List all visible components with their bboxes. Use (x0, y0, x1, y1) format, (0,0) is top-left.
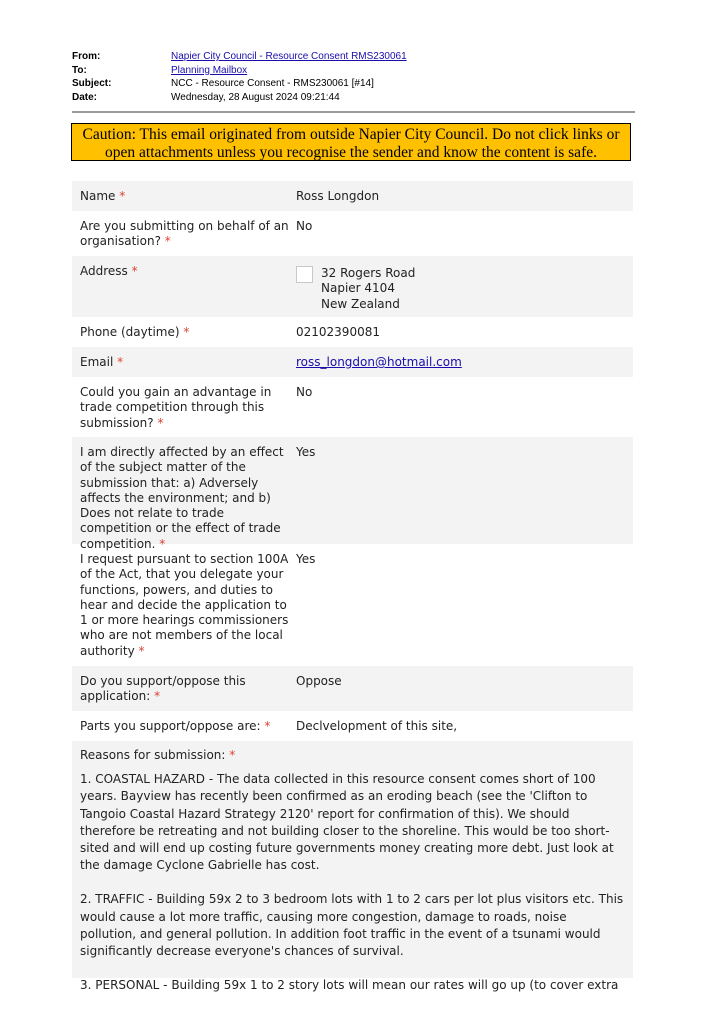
email-header (72, 50, 407, 104)
submission-form (72, 181, 633, 993)
to-row (72, 64, 407, 78)
date-label: Date: (72, 91, 98, 103)
reason-paragraph: 1. COASTAL HAZARD - The data collected in this resource consent comes short of 100 years. Bayview has recently been confirmed as an eroding beach (see the 'Clifton to Tangoio Coastal Hazard Strategy 2120' report for confirmation of this). We should therefore be retreating and not building closer to the shoreline. This would be too short-sited and will end up costing future governments money creating more debt. Just look at the damage Cyclone Gabrielle has cost. (80, 772, 614, 873)
affected-label: I am directly affected by an effect of the subject matter of the submission that: a) Adversely affects the environment; and b) Does not relate to trade competition or the effect of trade competition. * (80, 445, 284, 551)
required-mark: * (131, 264, 138, 278)
support-value: Oppose (296, 674, 342, 688)
to-label: To: (72, 64, 87, 76)
required-mark: * (264, 719, 271, 733)
phone-row (72, 317, 633, 347)
delegate-label: I request pursuant to section 100A of the Act, that you delegate your functions, powers, and duties to hear and decide the application to 1 or more hearings commissioners who are not members of the local authority * (80, 552, 289, 658)
required-mark: * (138, 643, 145, 658)
behalf-label: Are you submitting on behalf of an organisation? * (80, 219, 289, 249)
parts-row (72, 711, 633, 741)
reason-paragraph: 3. PERSONAL - Building 59x 1 to 2 story lots will mean our rates will go up (to cover extra (80, 978, 619, 993)
email-link[interactable]: ross_longdon@hotmail.com (296, 355, 462, 369)
phone-value: 02102390081 (296, 325, 380, 339)
advantage-label: Could you gain an advantage in trade competition through this submission? * (80, 385, 272, 430)
date-value: Wednesday, 28 August 2024 09:21:44 (171, 91, 340, 103)
advantage-row (72, 377, 633, 437)
affected-value: Yes (296, 445, 316, 459)
required-mark: * (229, 748, 236, 762)
affected-row (72, 437, 633, 551)
name-row (72, 181, 633, 211)
email-row (72, 347, 633, 377)
reasons-section (72, 741, 633, 993)
required-mark: * (159, 536, 166, 551)
date-row (72, 91, 407, 105)
to-link[interactable]: Planning Mailbox (171, 64, 248, 76)
delegate-row (72, 544, 633, 666)
advantage-value: No (296, 385, 313, 399)
address-label: Address * (80, 264, 138, 278)
required-mark: * (117, 355, 124, 369)
from-label: From: (72, 51, 101, 62)
phone-label: Phone (daytime) * (80, 325, 190, 339)
subject-label: Subject: (72, 78, 112, 89)
support-row (72, 666, 633, 711)
support-label: Do you support/oppose this application: * (80, 674, 246, 704)
reasons-label: Reasons for submission: * (80, 748, 236, 762)
email-label: Email * (80, 355, 124, 369)
address-line: 32 Rogers Road (321, 266, 416, 280)
address-line: New Zealand (321, 296, 400, 311)
name-label: Name * (80, 189, 126, 203)
reason-paragraph: 2. TRAFFIC - Building 59x 2 to 3 bedroom lots with 1 to 2 cars per lot plus visitors etc. This would cause a lot more traffic, causing more congestion, damage to roads, noise pollution, and general pollution. In addition foot traffic in the event of a tsunami would significantly decrease everyone's chances of survival. (80, 892, 624, 959)
required-mark: * (157, 415, 164, 430)
required-mark: * (183, 325, 190, 339)
address-row (72, 256, 633, 317)
required-mark: * (119, 189, 126, 203)
behalf-row (72, 211, 633, 256)
required-mark: * (154, 689, 161, 704)
parts-label: Parts you support/oppose are: * (80, 719, 271, 733)
address-line: Napier 4104 (321, 281, 395, 296)
behalf-value: No (296, 219, 313, 233)
delegate-value: Yes (296, 552, 316, 566)
parts-value: Declvelopment of this site, (296, 719, 458, 733)
address-checkbox[interactable] (296, 266, 313, 283)
required-mark: * (164, 234, 171, 249)
caution-banner: Caution: This email originated from outside Napier City Council. Do not click links or open attachments unless you recognise the sender and know the content is safe. (71, 123, 631, 161)
from-row (72, 50, 407, 64)
address-lines (321, 264, 415, 309)
name-value: Ross Longdon (296, 189, 380, 203)
subject-value: NCC - Resource Consent - RMS230061 [#14] (171, 78, 374, 89)
header-divider (72, 111, 635, 113)
address-value (296, 264, 625, 309)
from-link[interactable]: Napier City Council - Resource Consent RMS230061 (171, 51, 407, 62)
subject-row (72, 77, 407, 91)
